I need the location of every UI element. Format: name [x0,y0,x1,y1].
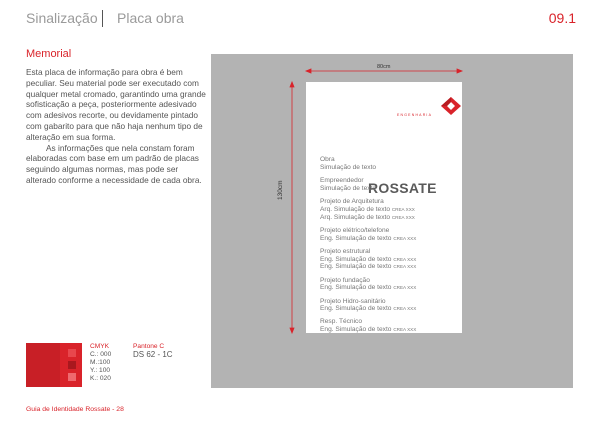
page-code: 09.1 [548,10,576,26]
sign-item [320,227,460,243]
sign-item-title: Resp. Técnico [320,318,363,326]
sign-item-text: Arq. Simulação de texto [320,205,391,213]
sign-item [320,177,460,193]
cmyk-label: CMYK [90,343,110,350]
sign-item-text: Eng. Simulação de texto [320,234,392,242]
sign-item-text: Simulação de texto [320,163,377,171]
sign-item-crea: CREA XXX [393,235,417,241]
pantone-value: DS 62 - 1C [133,349,173,359]
sign-item-crea: CREA XXX [391,206,415,212]
sign-item-value [320,235,460,243]
height-arrow-bottom [290,328,294,333]
cmyk-c: C.: 000 [90,350,112,358]
sign-item-value [320,256,460,264]
sign-item-value [320,164,460,172]
sign-item-title: Projeto estrutural [320,247,371,255]
sign-item [320,198,460,221]
sign-item-text: Eng. Simulação de texto [320,326,392,334]
cmyk-m: M.:100 [90,358,111,366]
sign-item-text: Eng. Simulação de texto [320,263,392,271]
width-arrow-right [457,69,462,73]
sign-item [320,248,460,271]
sign-item [320,318,460,334]
sign-item-text: Eng. Simulação de texto [320,305,392,313]
sign-item [320,298,460,314]
sign-item-text: Arq. Simulação de texto [320,213,391,221]
section-title: Sinalização [26,10,98,26]
sign-item-title: Projeto elétrico/telefone [320,226,390,234]
sign-item-title: Obra [320,156,335,163]
cmyk-k: K.: 020 [90,374,111,382]
height-arrow-top [290,82,294,87]
sign-info-list [320,156,460,339]
sign-item-crea: CREA XXX [393,285,417,291]
pantone-spec [133,343,173,359]
sign-item-value [320,214,460,222]
logo-subtitle: ENGENHARIA [397,113,433,117]
sign-item-text: Eng. Simulação de texto [320,284,392,292]
sign-item-value [320,284,460,292]
memorial-heading: Memorial [26,48,72,60]
sign-item-title: Projeto Hidro-sanitário [320,297,386,305]
cmyk-spec [90,343,111,383]
height-label: 130cm [277,180,284,200]
sign-item-crea: CREA XXX [391,214,415,220]
sign-item-crea: CREA XXX [393,306,417,312]
sign-item-crea: CREA XXX [393,264,417,270]
sign-item-title: Projeto de Arquitetura [320,197,384,205]
logo-diamond-icon [439,96,463,116]
brand-color-swatch [26,343,82,387]
sign-item [320,277,460,293]
memorial-paragraph-2: As informações que nela constam foram elaboradas com base em um padrão de placas seguindo algumas normas, mas pode ser alterado conforme a necessidade de cada obra. [26,142,202,185]
sign-item-value [320,263,460,271]
sign-item-crea: CREA XXX [393,327,417,333]
sign-item-value [320,305,460,313]
sign-item-title: Projeto fundação [320,276,370,284]
memorial-paragraph-1: Esta placa de informação para obra é bem peculiar. Seu material pode ser executado com qualquer metal cromado, garantindo uma grande sofisticação a peça, posteriormente adesivado com adesivos recorte, ou devidamente pintado com gabarito para que não haja nenhum tipo de alteração em sua forma. [26,67,206,142]
width-arrow-left [306,69,311,73]
subsection-title: Placa obra [117,10,184,26]
sign-item-text: Simulação de texto [320,184,377,192]
sign-item-crea: CREA XXX [393,256,417,262]
sign-item-value [320,326,460,334]
sign-item-value [320,206,460,214]
sign-item-text: Eng. Simulação de texto [320,255,392,263]
pantone-label: Pantone C [133,343,165,350]
sign-item [320,156,460,172]
logo-wordmark: ROSSATE [368,180,437,196]
cmyk-y: Y.: 100 [90,366,111,374]
sign-item-value [320,185,460,193]
footer-text: Guia de Identidade Rossate - 28 [26,406,124,413]
width-label: 80cm [377,64,391,70]
sign-item-title: Empreendedor [320,176,364,184]
